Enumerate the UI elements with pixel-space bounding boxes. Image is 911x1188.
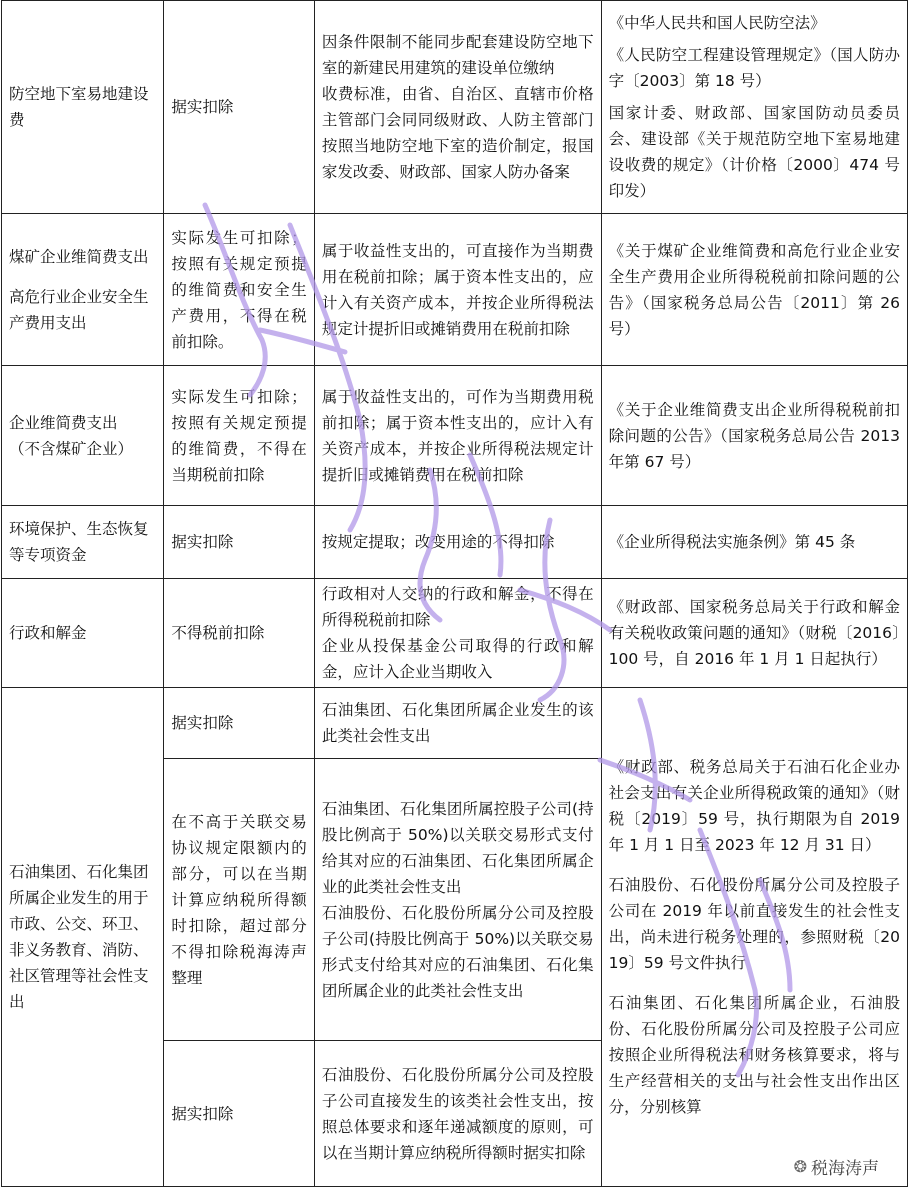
table-row bbox=[2, 506, 908, 579]
basis-cell: 《关于煤矿企业维简费和高危行业企业安全生产费用企业所得税税前扣除问题的公告》（国家税务总局公告〔2011〕第 26 号） bbox=[601, 214, 907, 366]
treatment-cell: 不得税前扣除 bbox=[164, 579, 314, 688]
basis-cell: 《财政部、国家税务总局关于行政和解金有关税收政策问题的通知》（财税〔2016〕100 号，自 2016 年 1 月 1 日起执行） bbox=[601, 579, 907, 688]
explanation-cell: 石油集团、石化集团所属企业发生的该此类社会性支出 bbox=[314, 688, 601, 759]
tax-deduction-table bbox=[1, 0, 908, 1187]
table-row bbox=[2, 1, 908, 214]
treatment-cell: 据实扣除 bbox=[164, 506, 314, 579]
treatment-cell: 实际发生可扣除；按照有关规定预提的维简费和安全生产费用，不得在税前扣除。 bbox=[164, 214, 314, 366]
explanation-cell: 因条件限制不能同步配套建设防空地下室的新建民用建筑的建设单位缴纳 收费标准，由省、自治区、直辖市价格主管部门会同同级财政、人防主管部门按照当地防空地下室的造价制定，报国家发改委、财政部、国家人防办备案 bbox=[314, 1, 601, 214]
treatment-cell: 据实扣除 bbox=[164, 688, 314, 759]
basis-cell: 《中华人民共和国人民防空法》 《人民防空工程建设管理规定》（国人防办字〔2003〕第 18 号） 国家计委、财政部、国家国防动员委员会、建设部《关于规范防空地下室易地建设收费的规定》（计价格〔2000〕474 号印发） bbox=[601, 1, 907, 214]
treatment-cell: 据实扣除 bbox=[164, 1, 314, 214]
treatment-cell: 在不高于关联交易协议规定限额内的部分，可以在当期计算应纳税所得额时扣除，超过部分不得扣除税海涛声整理 bbox=[164, 759, 314, 1041]
item-cell: 石油集团、石化集团所属企业发生的用于市政、公交、环卫、非义务教育、消防、社区管理等社会性支出 bbox=[2, 688, 164, 1187]
item-cell: 煤矿企业维简费支出 高危行业企业安全生产费用支出 bbox=[2, 214, 164, 366]
item-cell: 行政和解金 bbox=[2, 579, 164, 688]
table-row bbox=[2, 366, 908, 506]
table-row bbox=[2, 688, 908, 759]
explanation-cell: 属于收益性支出的，可直接作为当期费用在税前扣除；属于资本性支出的，应计入有关资产成本，并按企业所得税法规定计提折旧或摊销费用在税前扣除 bbox=[314, 214, 601, 366]
explanation-cell: 石油集团、石化集团所属控股子公司(持股比例高于 50%)以关联交易形式支付给其对应的石油集团、石化集团所属企业的此类社会性支出 石油股份、石化股份所属分公司及控股子公司(持股比例高于 50%)以关联交易形式支付给其对应的石油集团、石化集团所属企业的此类社会性支出 bbox=[314, 759, 601, 1041]
item-cell: 环境保护、生态恢复等专项资金 bbox=[2, 506, 164, 579]
watermark-logo: ❂ 税海涛声 bbox=[790, 1153, 883, 1180]
wechat-icon: ❂ bbox=[793, 1157, 807, 1176]
table-row bbox=[2, 214, 908, 366]
treatment-cell: 据实扣除 bbox=[164, 1041, 314, 1187]
explanation-cell: 属于收益性支出的，可作为当期费用税前扣除；属于资本性支出的，应计入有关资产成本，并按企业所得税法规定计提折旧或摊销费用在税前扣除 bbox=[314, 366, 601, 506]
explanation-cell: 石油股份、石化股份所属分公司及控股子公司直接发生的该类社会性支出，按照总体要求和逐年递减额度的原则，可以在当期计算应纳税所得额时据实扣除 bbox=[314, 1041, 601, 1187]
basis-cell: 《财政部、税务总局关于石油石化企业办社会支出有关企业所得税政策的通知》（财税〔2019〕59 号，执行期限为自 2019 年 1 月 1 日至 2023 年 12 月 31 日） 石油股份、石化股份所属分公司及控股子公司在 2019 年以前直接发生的社会性支出，尚未进行税务处理的，参照财税〔2019〕59 号文件执行 石油集团、石化集团所属企业，石油股份、石化股份所属分公司及控股子公司应按照企业所得税法和财务核算要求，将与生产经营相关的支出与社会性支出作出区分，分别核算 bbox=[601, 688, 907, 1187]
basis-cell: 《企业所得税法实施条例》第 45 条 bbox=[601, 506, 907, 579]
basis-cell: 《关于企业维简费支出企业所得税税前扣除问题的公告》（国家税务总局公告 2013 年第 67 号） bbox=[601, 366, 907, 506]
item-cell: 防空地下室易地建设费 bbox=[2, 1, 164, 214]
item-cell: 企业维简费支出 （不含煤矿企业） bbox=[2, 366, 164, 506]
explanation-cell: 按规定提取；改变用途的不得扣除 bbox=[314, 506, 601, 579]
treatment-cell: 实际发生可扣除；按照有关规定预提的维简费，不得在当期税前扣除 bbox=[164, 366, 314, 506]
explanation-cell: 行政相对人交纳的行政和解金，不得在所得税税前扣除 企业从投保基金公司取得的行政和解金，应计入企业当期收入 bbox=[314, 579, 601, 688]
table-row bbox=[2, 579, 908, 688]
